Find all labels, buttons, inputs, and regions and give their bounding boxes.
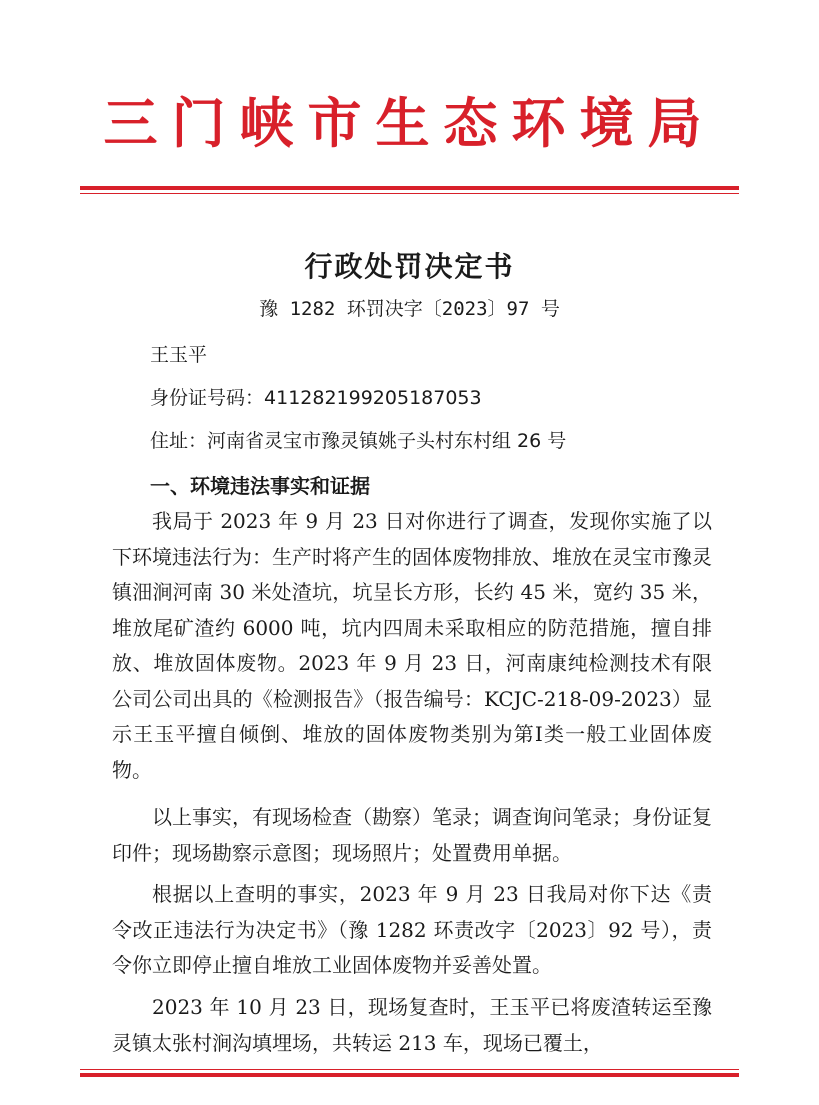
agency-letterhead: 三门峡市生态环境局 (103, 91, 716, 155)
section-heading: 一、环境违法事实和证据 (150, 474, 370, 498)
letterhead-red-rule (80, 186, 739, 194)
party-name: 王玉平 (150, 344, 208, 366)
address-label: 住址： (150, 430, 208, 452)
paragraph-review: 2023 年 10 月 23 日，现场复查时，王玉平已将废渣转运至豫灵镇太张村涧沟填埋场，共转运 213 车，现场已覆土， (112, 995, 712, 1055)
paragraph-facts: 我局于 2023 年 9 月 23 日对你进行了调查，发现你实施了以下环境违法行为：生产时将产生的固体废物排放、堆放在灵宝市豫灵镇沺涧河南 30 米处渣坑，坑呈长方形，长约 45 米，宽约 35 米，堆放尾矿渣约 6000 吨，坑内四周未采取相应的防范措施，擅自排放、堆放固体废物。2023 年 9 月 23 日，河南康纯检测技术有限公司公司出具的《检测报告》（报告编号：KCJC-218-09-2023）显示王玉平擅自倾倒、堆放的固体废物类别为第Ⅰ类一般工业固体废物。 (112, 509, 712, 782)
paragraph-evidence: 以上事实，有现场检查（勘察）笔录；调查询问笔录；身份证复印件；现场勘察示意图；现场照片；处置费用单据。 (112, 805, 712, 865)
paragraph-order: 根据以上查明的事实，2023 年 9 月 23 日我局对你下达《责令改正违法行为决定书》（豫 1282 环责改字〔2023〕92 号），责令你立即停止擅自堆放工业固体废物并妥善处置。 (112, 882, 712, 977)
document-number: 豫 1282 环罚决字〔2023〕97 号 (259, 298, 560, 320)
id-number: 411282199205187053 (264, 387, 482, 409)
id-label: 身份证号码： (150, 387, 265, 409)
address-value: 河南省灵宝市豫灵镇姚子头村东村组 26 号 (207, 430, 567, 452)
document-title: 行政处罚决定书 (304, 250, 515, 283)
footer-red-rule (80, 1069, 739, 1077)
party-address-line (150, 426, 566, 453)
party-id-line (150, 383, 482, 410)
